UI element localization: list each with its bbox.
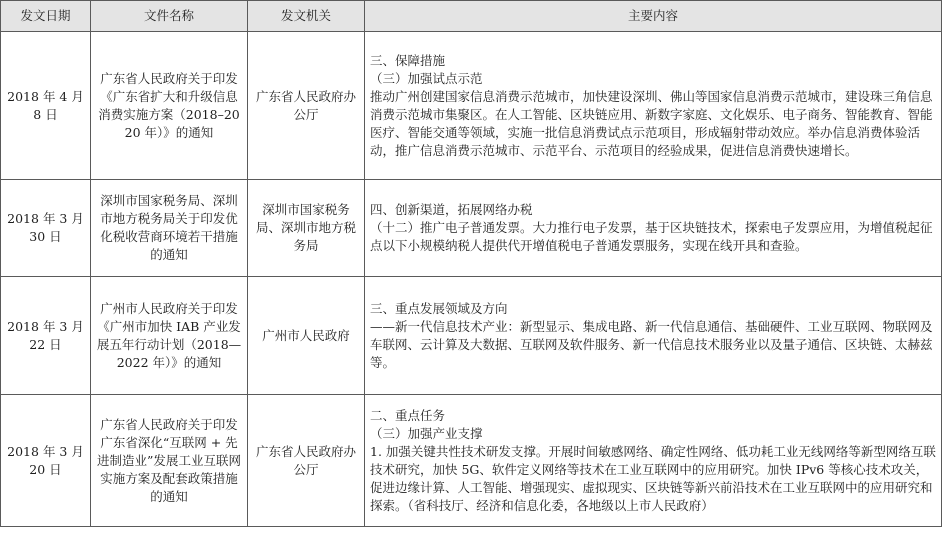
header-row: [1, 1, 942, 32]
date-cell: 2018 年 3 月 20 日: [1, 395, 91, 527]
content-paragraph: ——新一代信息技术产业：新型显示、集成电路、新一代信息通信、基础硬件、工业互联网、物联网及车联网、云计算及大数据、互联网及软件服务、新一代信息技术服务业以及量子通信、区块链、太赫兹等。: [370, 318, 933, 370]
content-section-heading: 三、重点发展领域及方向: [370, 300, 508, 316]
content-section-heading: 三、保障措施: [370, 52, 446, 68]
column-header-issuer: 发文机关: [248, 1, 365, 32]
date-cell: 2018 年 3 月 22 日: [1, 277, 91, 395]
document-name-cell: 深圳市国家税务局、深圳市地方税务局关于印发优化税收营商环境若干措施的通知: [91, 180, 248, 277]
content-cell: [365, 395, 942, 527]
content-cell: [365, 32, 942, 180]
table-row: [1, 277, 942, 395]
issuer-cell: 深圳市国家税务局、深圳市地方税务局: [248, 180, 365, 277]
column-header-date: 发文日期: [1, 1, 91, 32]
document-name-cell: 广州市人民政府关于印发《广州市加快 IAB 产业发展五年行动计划（2018—2022 年）》的通知: [91, 277, 248, 395]
document-name-cell: 广东省人民政府关于印发《广东省扩大和升级信息消费实施方案（2018–2020 年）》的通知: [91, 32, 248, 180]
column-header-document-name: 文件名称: [91, 1, 248, 32]
document-name-cell: 广东省人民政府关于印发广东省深化“互联网 + 先进制造业”发展工业互联网实施方案及配套政策措施的通知: [91, 395, 248, 527]
content-subheading: （三）加强产业支撑: [370, 425, 483, 441]
issuer-cell: 广东省人民政府办公厅: [248, 395, 365, 527]
table-row: [1, 395, 942, 527]
date-cell: 2018 年 4 月 8 日: [1, 32, 91, 180]
content-cell: [365, 277, 942, 395]
column-header-main-content: 主要内容: [365, 1, 942, 32]
issuer-cell: 广州市人民政府: [248, 277, 365, 395]
content-subheading: （三）加强试点示范: [370, 70, 483, 86]
content-section-heading: 二、重点任务: [370, 407, 446, 423]
content-paragraph: 推动广州创建国家信息消费示范城市，加快建设深圳、佛山等国家信息消费示范城市，建设珠三角信息消费示范城市集聚区。在人工智能、区块链应用、新数字家庭、文化娱乐、电子商务、智能教育、智能医疗、智能交通等领域，实施一批信息消费试点示范项目，形成辐射带动效应。举办信息消费体验活动，推广信息消费示范城市、示范平台、示范项目的经验成果，促进信息消费快速增长。: [370, 88, 933, 158]
date-cell: 2018 年 3 月 30 日: [1, 180, 91, 277]
content-section-heading: 四、创新渠道，拓展网络办税: [370, 202, 533, 217]
issuer-cell: 广东省人民政府办公厅: [248, 32, 365, 180]
table-row: [1, 32, 942, 180]
content-paragraph: 1. 加强关键共性技术研发支撑。开展时间敏感网络、确定性网络、低功耗工业无线网络等新型网络互联技术研究，加快 5G、软件定义网络等技术在工业互联网中的应用研究。加快 IPv6 等核心技术攻关，促进边缘计算、人工智能、增强现实、虚拟现实、区块链等新兴前沿技术在工业互联网中的应用研究和探索。（省科技厅、经济和信息化委，各地级以上市人民政府）: [370, 443, 936, 513]
content-cell: [365, 180, 942, 277]
table-row: [1, 180, 942, 277]
content-paragraph: （十二）推广电子普通发票。大力推行电子发票，基于区块链技术，探索电子发票应用，为增值税起征点以下小规模纳税人提供代开增值税电子普通发票服务，实现在线开具和查验。: [370, 220, 933, 253]
